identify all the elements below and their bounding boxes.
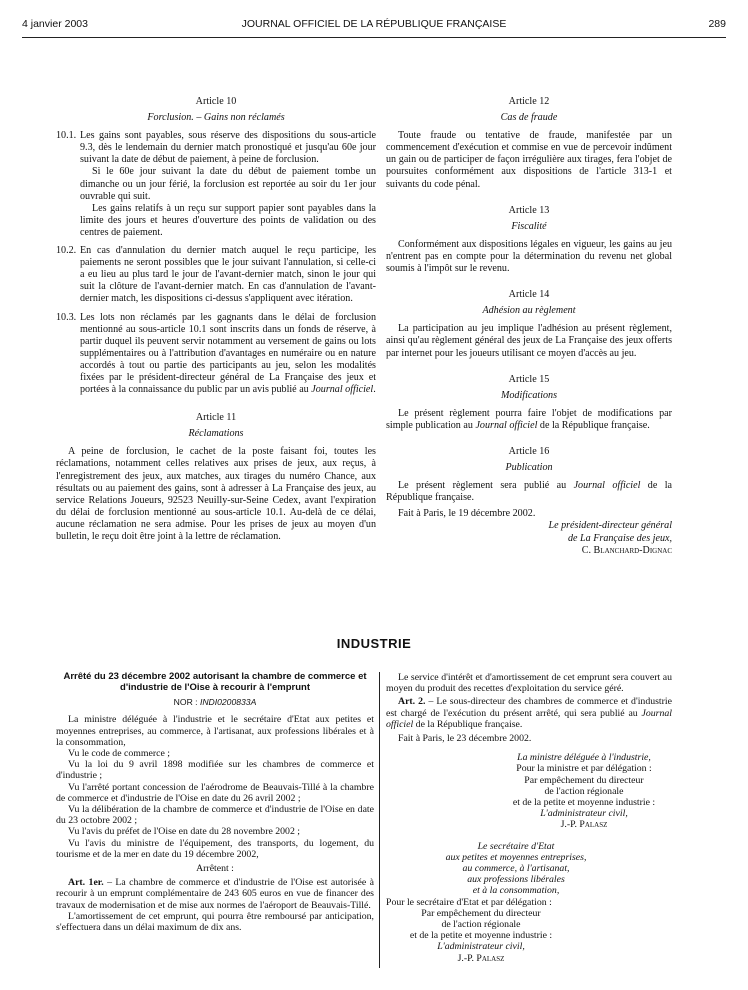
signatory-role: Le président-directeur général	[548, 520, 672, 532]
article-2: Art. 2. – Le sous-directeur des chambres de commerce et d'industrie est chargé de l'exécution du présent arrêté, qui sera publié au Journal officiel de la République française.	[386, 696, 672, 730]
article-13-title: Article 13	[508, 204, 550, 216]
delegation-line: Pour la ministre et par délégation :	[516, 763, 652, 775]
paragraph: L'amortissement de cet emprunt, qui pourra être remboursé par anticipation, s'effectuera dans un délai maximum de dix ans.	[56, 910, 374, 934]
article-14-subtitle: Adhésion au règlement	[482, 305, 576, 317]
delegation-line: et de la petite et moyenne industrie :	[409, 930, 553, 942]
article-11-text: A peine de forclusion, le cachet de la poste faisant foi, toutes les réclamations, notamment celles relatives aux prises de jeux, aux reçus, à l'enregistrement des jeux, aux matches, aux tirages du numéro Chance, aux résultats ou au paiement des gains, sont à adresser à La Française des jeux, au service Relations Joueurs, 92523 Neuilly-sur-Seine Cedex, avant l'expiration du délai de forclusion mentionné au sous-article 10.1. Au-delà de ce délai, aucune réclamation ne sera admise. Pour les prises de jeux au moyen d'un bulletin, le reçu doit être joint à la lettre de réclamation.	[56, 446, 376, 542]
paragraph: Les lots non réclamés par les gagnants dans le délai de forclusion mentionné au sous-article 10.1 sont inscrits dans un fonds de réserve, à partir duquel ils peuvent servir notamment au versement de gains ou lots supplémentaires ou à l'attribution d'avantages en numéraire ou en nature accordés à tout ou partie des participants au jeu, selon les modalités fixées par le président-directeur général de La Française des jeux et portées à la connaissance du public par un avis publié au Journal officiel.	[80, 311, 376, 396]
article-1: Art. 1er. – La chambre de commerce et d'industrie de l'Oise est autorisée à recourir à un emprunt complémentaire de 243 605 euros en vue de financer des travaux de modernisation et de mise aux normes de l'aéroport de Beauvais-Tillé.	[56, 877, 374, 911]
signatory-name: J.-P. Palasz	[457, 952, 505, 964]
signatory-role: de La Française des jeux,	[568, 532, 672, 544]
article-10-subtitle: Forclusion. – Gains non réclamés	[147, 112, 285, 124]
arrete-right-column	[386, 672, 672, 964]
article-13-text: Conformément aux dispositions légales en vigueur, les gains au jeu n'entrent pas en compte pour la détermination du revenu net global soumis à l'impôt sur le revenu.	[386, 238, 672, 275]
article-14-title: Article 14	[508, 289, 550, 301]
signatory-role: aux professions libérales	[467, 874, 565, 886]
header-rule	[22, 37, 726, 38]
subarticle-number: 10.1.	[56, 130, 77, 142]
article-15-title: Article 15	[508, 373, 550, 385]
article-16-text: Le présent règlement sera publié au Journal officiel de la République française.	[386, 480, 673, 504]
signatory-name: C. Blanchard-Dignac	[581, 544, 672, 556]
signature-block-1	[496, 752, 672, 830]
signature-date: Fait à Paris, le 23 décembre 2002.	[398, 733, 532, 745]
subarticle-10-2	[56, 245, 376, 305]
signatory-role: et à la consommation,	[472, 885, 560, 897]
subarticle-number: 10.2.	[56, 245, 77, 257]
paragraph: Les gains sont payables, sous réserve des dispositions du sous-article 9.3, dès le lendemain du dernier match pronostiqué et jusqu'au 60e jour suivant la date de début de paiement, à peine de forclusion.	[80, 130, 376, 166]
paragraph: En cas d'annulation du dernier match auquel le reçu participe, les paiements ne seront possibles que le jour suivant l'annulation, si celle-ci a eu lieu au plus tard le jour de l'avant-dernier match, sinon le jour qui suit la clôture de l'avant-dernier match. En cas d'annulation de l'avant-dernier match, les dispositions ci-dessus s'appliquent avec itération.	[80, 245, 376, 305]
visa: Vu l'avis du préfet de l'Oise en date du 28 novembre 2002 ;	[68, 826, 301, 838]
left-column	[56, 96, 376, 543]
visa: Vu la délibération de la chambre de commerce et d'industrie de l'Oise en date du 23 octobre 2002 ;	[56, 804, 374, 827]
arrete-title: Arrêté du 23 décembre 2002 autorisant la chambre de commerce et d'industrie de l'Oise à recourir à l'emprunt	[63, 671, 367, 693]
visa: Vu le code de commerce ;	[68, 748, 170, 759]
column-divider	[379, 672, 380, 968]
article-12-title: Article 12	[508, 96, 550, 107]
signatory-title: L'administrateur civil,	[540, 808, 628, 820]
delegation-line: Pour le secrétaire d'Etat et par délégation :	[386, 896, 552, 908]
signatory-role: La ministre déléguée à l'industrie,	[517, 752, 651, 764]
signature-date: Fait à Paris, le 19 décembre 2002.	[398, 508, 536, 520]
arrete-left-column	[56, 672, 374, 933]
header-date: 4 janvier 2003	[22, 18, 88, 30]
article-12-text: Toute fraude ou tentative de fraude, manifestée par un commencement d'exécution et commise en vue de percevoir indûment un gain ou de participer de façon irrégulière aux tirages, fera l'objet de poursuites conformément aux dispositions de l'article 313-1 et suivants du code pénal.	[386, 130, 672, 190]
article-14-text: La participation au jeu implique l'adhésion au présent règlement, ainsi qu'au règlement général des jeux de La Française des jeux offerts par internet pour les joueurs utilisant ce moyen d'accès au jeu.	[386, 323, 672, 359]
article-10-title: Article 10	[195, 96, 237, 107]
delegation-line: de l'action régionale	[544, 785, 624, 797]
article-13-subtitle: Fiscalité	[511, 220, 547, 232]
paragraph: Le service d'intérêt et d'amortissement de cet emprunt sera couvert au moyen du produit des recettes d'exploitation du service géré.	[386, 672, 672, 695]
header-page-number: 289	[708, 18, 726, 30]
paragraph: Si le 60e jour suivant la date du début de paiement tombe un dimanche ou un jour férié, la forclusion est reportée au soir du 1er jour ouvrable qui suit.	[80, 166, 376, 202]
article-11-title: Article 11	[195, 412, 237, 424]
article-15-subtitle: Modifications	[500, 389, 558, 401]
subarticle-10-1	[56, 130, 376, 239]
article-12-subtitle: Cas de fraude	[500, 112, 558, 124]
visa: Vu l'arrêté portant concession de l'aérodrome de Beauvais-Tillé à la chambre de commerce et d'industrie de l'Oise en date du 26 avril 2002 ;	[56, 781, 374, 804]
signatory-role: au commerce, à l'artisanat,	[462, 863, 570, 875]
delegation-line: Par empêchement du directeur	[524, 774, 644, 786]
signatory-name: J.-P. Palasz	[560, 819, 608, 831]
delegation-line: et de la petite et moyenne industrie :	[512, 797, 656, 809]
delegation-line: de l'action régionale	[441, 919, 521, 931]
visa: Vu la loi du 9 avril 1898 modifiée sur les chambres de commerce et d'industrie ;	[56, 759, 374, 782]
section-title: INDUSTRIE	[336, 636, 412, 651]
signatory-role: Le secrétaire d'Etat	[477, 840, 555, 852]
article-16-subtitle: Publication	[505, 462, 553, 474]
right-column	[386, 96, 672, 557]
paragraph: Les gains relatifs à un reçu sur support papier sont payables dans la limite des jours et heures d'ouverture des points de validation ou des centres de paiement.	[80, 202, 376, 238]
subarticle-10-3	[56, 312, 376, 397]
article-15-text: Le présent règlement pourra faire l'objet de modifications par simple publication au Journal officiel de la République française.	[386, 407, 672, 431]
signature-block-2	[386, 841, 672, 964]
signatory-role: aux petites et moyennes entreprises,	[445, 851, 587, 863]
signatory-title: L'administrateur civil,	[437, 941, 525, 953]
article-16-title: Article 16	[508, 445, 550, 457]
subarticle-number: 10.3.	[56, 311, 77, 323]
visa: Vu l'avis du ministre de l'équipement, des transports, du logement, du tourisme et de la mer en date du 19 décembre 2002,	[56, 837, 374, 860]
arretent: Arrêtent :	[196, 863, 234, 875]
delegation-line: Par empêchement du directeur	[421, 907, 541, 919]
paragraph: La ministre déléguée à l'industrie et le secrétaire d'Etat aux petites et moyennes entreprises, au commerce, à l'artisanat, aux professions libérales et à la consommation,	[56, 714, 374, 748]
header-journal-title: JOURNAL OFFICIEL DE LA RÉPUBLIQUE FRANÇAISE	[241, 18, 507, 30]
nor-reference: NOR : INDI0200833A	[173, 697, 257, 708]
article-11-subtitle: Réclamations	[188, 428, 244, 440]
page-header	[22, 18, 726, 34]
